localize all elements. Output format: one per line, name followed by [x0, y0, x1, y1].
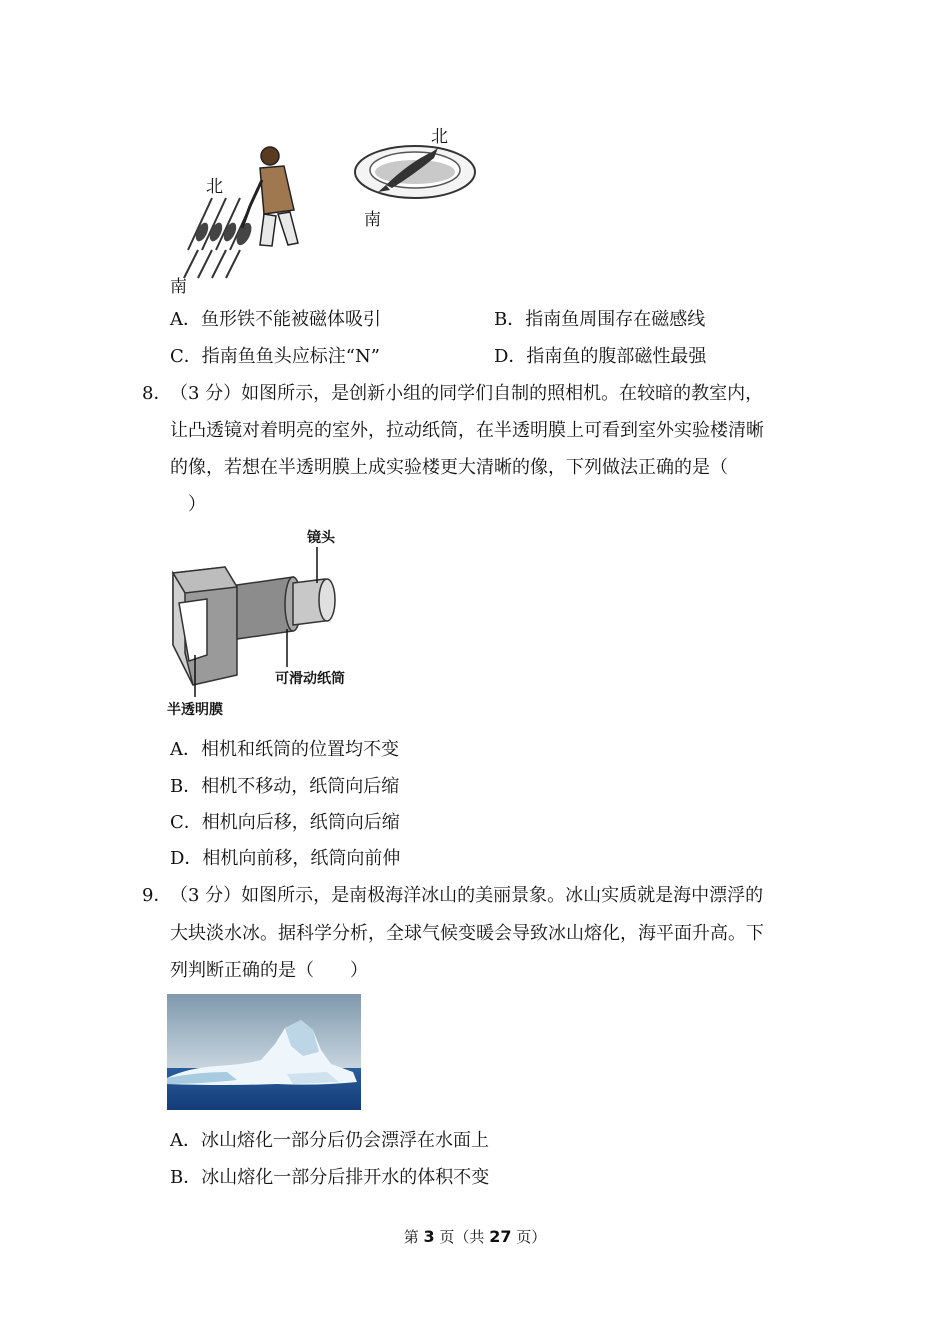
- q8-option-a[interactable]: A．相机和纸筒的位置均不变: [170, 739, 399, 760]
- q8-stem-line-2: 让凸透镜对着明亮的室外，拉动纸筒，在半透明膜上可看到室外实验楼清晰: [170, 420, 764, 441]
- q8-option-b[interactable]: B．相机不移动，纸筒向后缩: [170, 776, 400, 797]
- q8-stem-line-1: （3 分）如图所示，是创新小组的同学们自制的照相机。在较暗的教室内，: [170, 383, 764, 404]
- q9-stem-line-3: 列判断正确的是（ ）: [170, 960, 368, 981]
- south-label-left: 南: [170, 277, 187, 297]
- footer-middle: 页（共: [434, 1228, 490, 1246]
- q8-stem-line-3: 的像，若想在半透明膜上成实验楼更大清晰的像，下列做法正确的是（: [170, 457, 728, 478]
- homemade-camera-diagram: [165, 525, 365, 725]
- lens-label: 镜头: [307, 530, 335, 546]
- q8-stem-line-4: ）: [188, 494, 206, 515]
- q9-number: 9．: [142, 885, 172, 906]
- south-label-right: 南: [364, 210, 381, 230]
- page-footer: [0, 1226, 950, 1247]
- q8-number: 8．: [142, 383, 172, 404]
- q7-option-b[interactable]: B．指南鱼周围存在磁感线: [494, 309, 706, 330]
- iceberg-image: [167, 994, 361, 1110]
- current-page-number: 3: [423, 1227, 435, 1246]
- q8-figure: [165, 525, 365, 725]
- q8-option-c[interactable]: C．相机向后移，纸筒向后缩: [170, 812, 400, 833]
- q9-stem-line-2: 大块淡水冰。据科学分析，全球气候变暖会导致冰山熔化，海平面升高。下: [170, 923, 764, 944]
- iceberg-photo: [167, 994, 361, 1110]
- footer-prefix: 第: [403, 1228, 424, 1246]
- q9-stem-line-1: （3 分）如图所示，是南极海洋冰山的美丽景象。冰山实质就是海中漂浮的: [170, 885, 764, 906]
- q7-option-d[interactable]: D．指南鱼的腹部磁性最强: [494, 346, 707, 367]
- q8-option-d[interactable]: D．相机向前移，纸筒向前伸: [170, 848, 401, 869]
- q9-option-a[interactable]: A．冰山熔化一部分后仍会漂浮在水面上: [170, 1130, 489, 1151]
- q7-option-c[interactable]: C．指南鱼鱼头应标注“N”: [170, 346, 380, 367]
- sliding-tube-label: 可滑动纸筒: [275, 671, 345, 687]
- q9-option-b[interactable]: B．冰山熔化一部分后排开水的体积不变: [170, 1167, 490, 1188]
- q7-option-a[interactable]: A．鱼形铁不能被磁体吸引: [170, 309, 381, 330]
- q7-figure: [160, 110, 490, 295]
- footer-suffix: 页）: [511, 1228, 547, 1246]
- total-page-count: 27: [489, 1227, 512, 1246]
- north-label-left: 北: [206, 177, 223, 197]
- north-label-right: 北: [431, 127, 448, 147]
- film-label: 半透明膜: [167, 702, 223, 718]
